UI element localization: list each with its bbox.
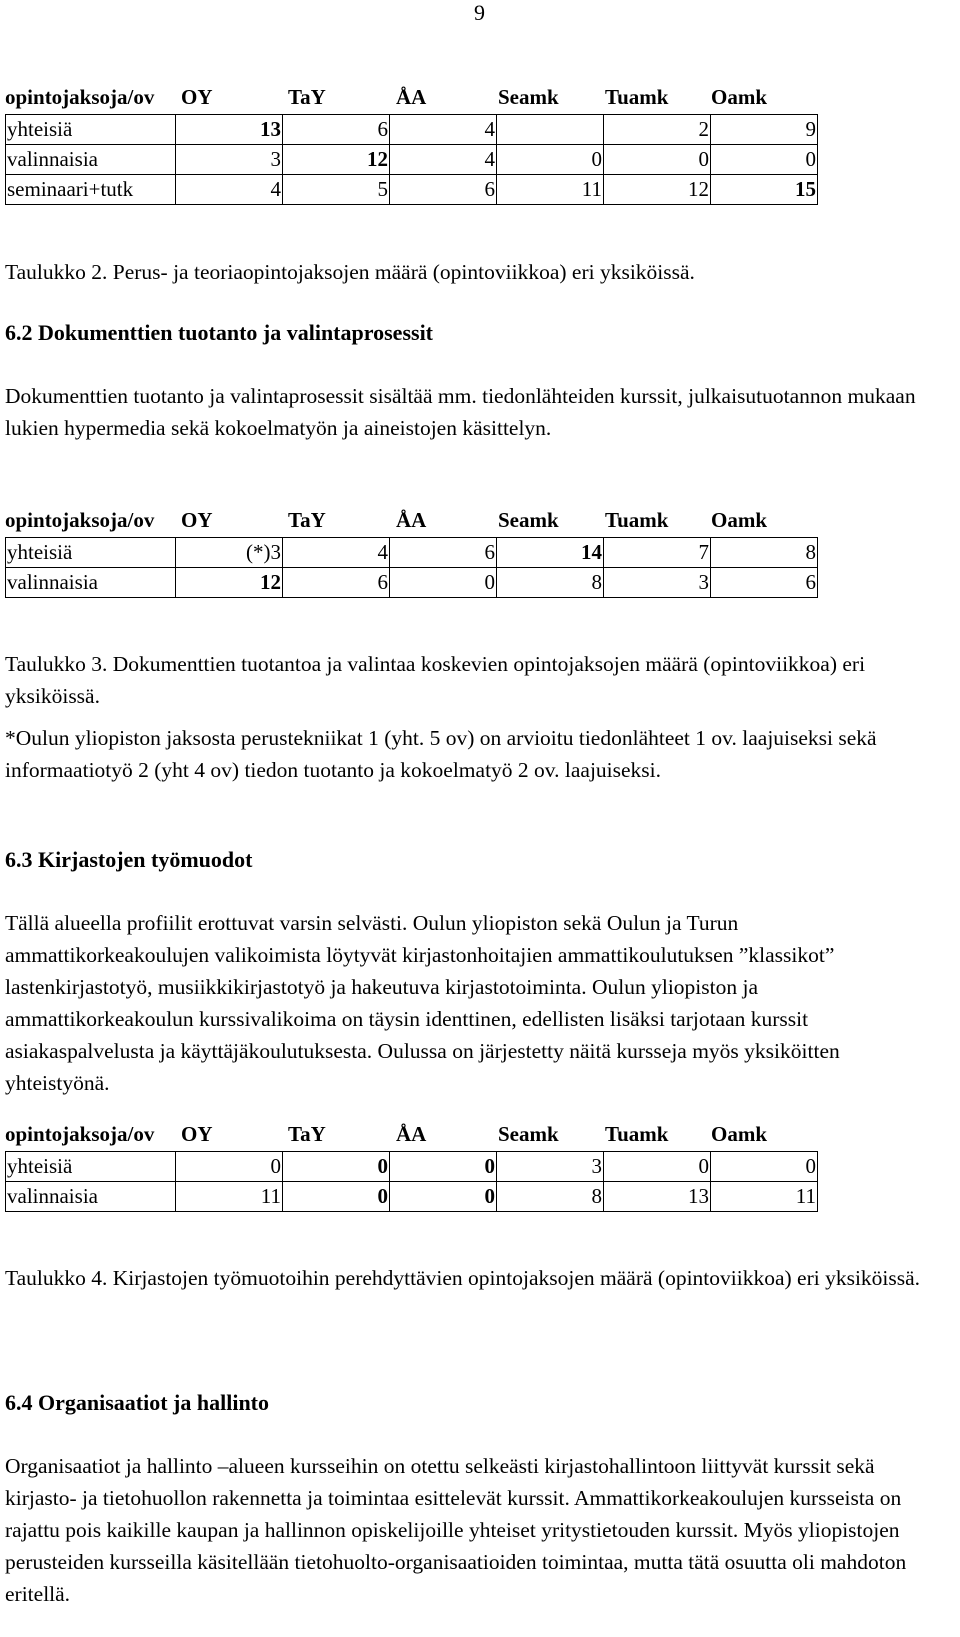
table-cell: 0 [176,1152,283,1182]
table-cell: 11 [497,175,604,205]
header-cell: ÅA [396,1122,427,1146]
row-label: yhteisiä [6,115,176,145]
table-cell: 9 [711,115,818,145]
header-cell: OY [181,508,213,532]
header-cell: Seamk [498,508,559,532]
header-cell: Oamk [711,1122,768,1146]
table-cell: 0 [711,1152,818,1182]
table-cell: 11 [176,1182,283,1212]
table-cell: 0 [390,568,497,598]
table-cell: 0 [604,1152,711,1182]
header-cell: Oamk [711,85,768,109]
table-row [6,115,818,145]
row-label: valinnaisia [6,145,176,175]
table-row [6,568,818,598]
section-title: Kirjastojen työmuodot [38,847,253,872]
table-caption: Taulukko 4. Kirjastojen työmuotoihin perehdyttävien opintojaksojen määrä (opintoviikkoa) eri yksiköissä. [5,1266,921,1290]
table-cell: 6 [711,568,818,598]
header-cell: opintojaksoja/ov [5,85,155,109]
table-row [6,538,818,568]
table-cell: 0 [390,1152,497,1182]
header-cell: Seamk [498,85,559,109]
header-cell: opintojaksoja/ov [5,508,155,532]
table-cell: 3 [604,568,711,598]
header-cell: Tuamk [605,1122,669,1146]
header-cell: Seamk [498,1122,559,1146]
table-cell: 3 [497,1152,604,1182]
section-heading [5,320,433,346]
body-paragraph: Dokumenttien tuotanto ja valintaprosessit sisältää mm. tiedonlähteiden kurssit, julkaisutuotannon mukaan lukien hypermedia sekä kokoelmatyön ja aineistojen käsittelyn. [5,384,916,440]
table-cell: 8 [497,568,604,598]
table-cell: 0 [283,1152,390,1182]
header-cell: TaY [288,508,326,532]
table-cell: 0 [390,1182,497,1212]
header-cell: OY [181,1122,213,1146]
header-cell: ÅA [396,85,427,109]
section-number: 6.4 [5,1390,33,1415]
table-cell: 3 [176,145,283,175]
row-label: seminaari+tutk [6,175,176,205]
table-cell: 13 [176,115,283,145]
table-header [5,85,850,113]
section-title: Organisaatiot ja hallinto [38,1390,270,1415]
header-cell: Tuamk [605,85,669,109]
section-heading [5,1390,269,1416]
table-row [6,1152,818,1182]
table-cell: 4 [390,115,497,145]
table-cell [497,115,604,145]
section-heading [5,847,252,873]
table-cell: 4 [176,175,283,205]
row-label: valinnaisia [6,568,176,598]
header-cell: Tuamk [605,508,669,532]
table-cell: 0 [604,145,711,175]
table-cell: 2 [604,115,711,145]
table-cell: 0 [497,145,604,175]
data-table [5,1151,818,1212]
body-paragraph: Organisaatiot ja hallinto –alueen kursseihin on otettu selkeästi kirjastohallintoon liittyvät kurssit sekä kirjasto- ja tietohuollon rakennetta ja toimintaa esittelevät kurssit. Ammattikorkeakoulujen kursseista on rajattu pois kaikille kaupan ja hallinnon opiskelijoille yhteiset yritystietouden kurssit. Myös yliopistojen perusteiden kursseilla käsitellään tietohuolto-organisaatioiden toimintaa, mutta tätä osuutta oli mahdoton eritellä. [5,1454,907,1606]
table-cell: 6 [283,115,390,145]
header-cell: Oamk [711,508,768,532]
table-cell: 8 [711,538,818,568]
section-title: Dokumenttien tuotanto ja valintaprosessit [38,320,434,345]
footnote: *Oulun yliopiston jaksosta perustekniikat 1 (yht. 5 ov) on arvioitu tiedonlähteet 1 ov. laajuiseksi sekä informaatiotyö 2 (yht 4 ov) tiedon tuotanto ja kokoelmatyö 2 ov. laajuiseksi. [5,726,877,782]
table-cell: 0 [283,1182,390,1212]
row-label: yhteisiä [6,1152,176,1182]
table-cell: 0 [711,145,818,175]
table-cell: 6 [390,175,497,205]
table-row [6,1182,818,1212]
table-cell: 4 [283,538,390,568]
table-caption: Taulukko 3. Dokumenttien tuotantoa ja valintaa koskevien opintojaksojen määrä (opintoviikkoa) eri yksiköissä. [5,652,866,708]
data-table [5,114,818,205]
table-cell: 14 [497,538,604,568]
table-header [5,508,850,536]
data-table [5,537,818,598]
section-number: 6.2 [5,320,33,345]
header-cell: ÅA [396,508,427,532]
table-cell: 11 [711,1182,818,1212]
table-header [5,1122,850,1150]
table-row [6,145,818,175]
table-cell: 15 [711,175,818,205]
row-label: yhteisiä [6,538,176,568]
table-cell: 8 [497,1182,604,1212]
page-number: 9 [474,0,485,25]
row-label: valinnaisia [6,1182,176,1212]
section-number: 6.3 [5,847,33,872]
table-cell: 6 [283,568,390,598]
header-cell: TaY [288,85,326,109]
table-cell: 13 [604,1182,711,1212]
table-caption: Taulukko 2. Perus- ja teoriaopintojaksojen määrä (opintoviikkoa) eri yksiköissä. [5,260,695,284]
table-cell: (*)3 [176,538,283,568]
body-paragraph: Tällä alueella profiilit erottuvat varsin selvästi. Oulun yliopiston sekä Oulun ja Turun ammattikorkeakoulujen valikoimista löytyvät kirjastonhoitajien ammattikoulutuksen ”klassikot” lastenkirjastotyö, musiikkikirjastotyö ja hakeutuva kirjastotoiminta. Oulun yliopiston ja ammattikorkeakoulun kurssivalikoima on täysin identtinen, edellisten lisäksi tarjotaan kurssit asiakaspalvelusta ja käyttäjäkoulutuksesta. Oulussa on järjestetty näitä kursseja myös yksiköitten yhteistyönä. [5,911,840,1095]
table-cell: 12 [283,145,390,175]
table-cell: 5 [283,175,390,205]
table-cell: 12 [604,175,711,205]
table-cell: 6 [390,538,497,568]
table-cell: 12 [176,568,283,598]
table-cell: 7 [604,538,711,568]
header-cell: opintojaksoja/ov [5,1122,155,1146]
header-cell: TaY [288,1122,326,1146]
table-cell: 4 [390,145,497,175]
header-cell: OY [181,85,213,109]
table-row [6,175,818,205]
